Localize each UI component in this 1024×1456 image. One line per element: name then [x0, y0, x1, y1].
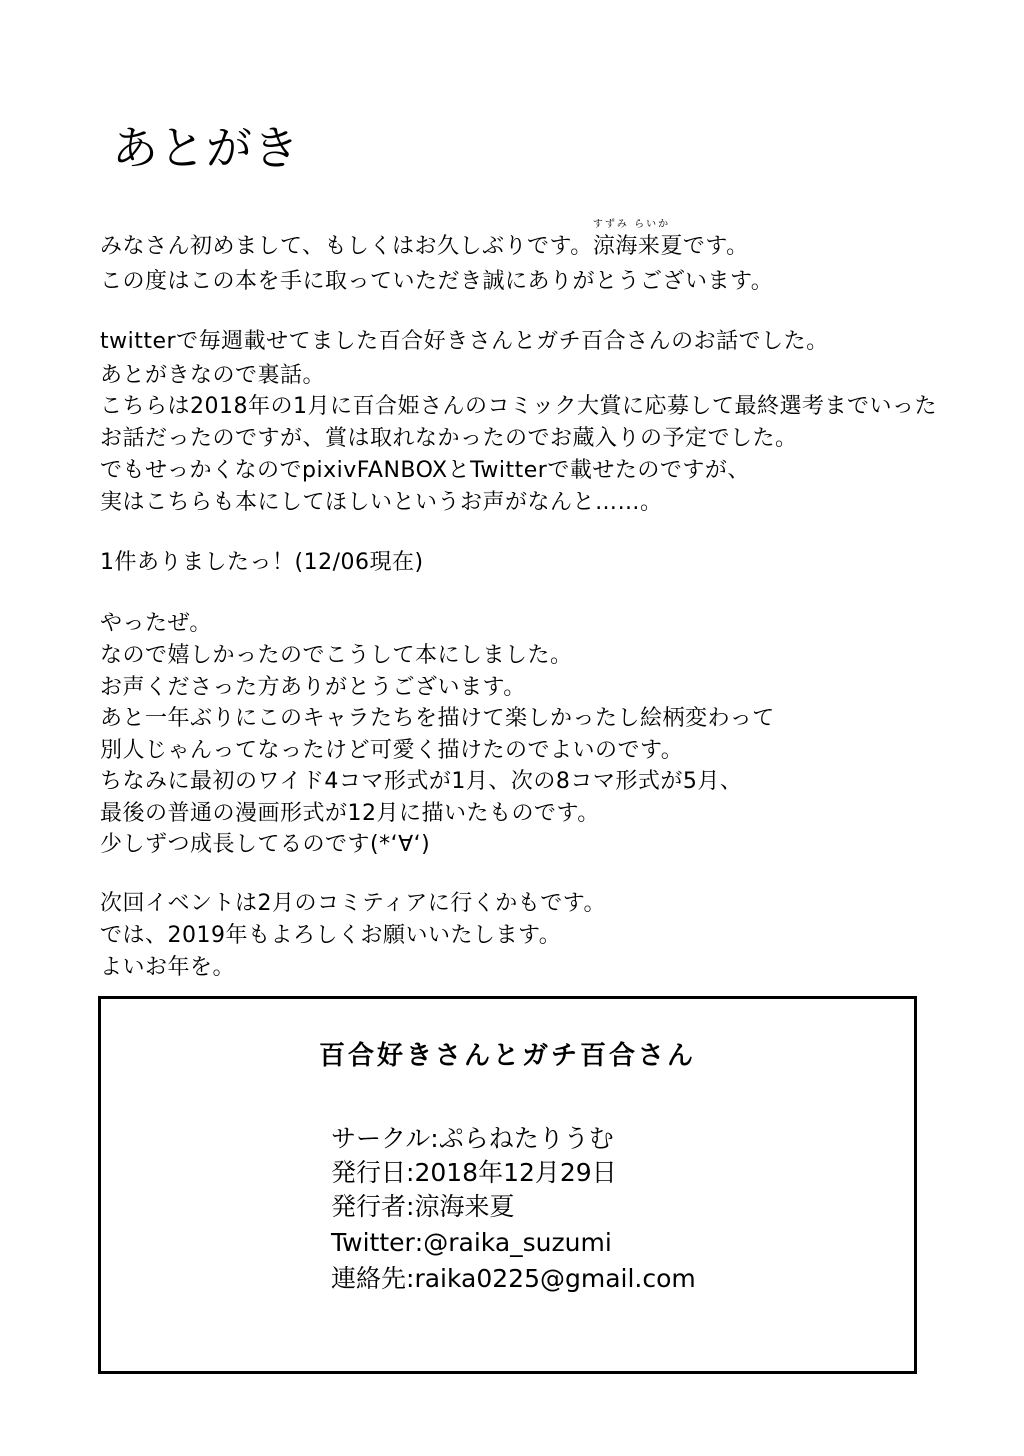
body-line-text: みなさん初めまして、もしくはお久しぶりです。: [100, 234, 593, 259]
body-line: なので嬉しかったのでこうして本にしました。: [100, 643, 573, 668]
body-line: やったぜ。: [100, 611, 212, 636]
twitter-handle: @raika_suzumi: [423, 1228, 612, 1257]
colophon-box: [98, 996, 917, 1374]
colophon-publisher-row: [331, 1191, 514, 1223]
circle-label: サークル: [331, 1124, 431, 1153]
body-line: [100, 219, 749, 261]
author-name-ruby: [592, 219, 683, 261]
publisher-value: 涼海来夏: [414, 1192, 515, 1221]
twitter-label: Twitter: [331, 1228, 415, 1257]
label-separator: :: [406, 1264, 415, 1293]
author-name: 涼海来夏: [592, 234, 683, 259]
body-line: あと一年ぶりにこのキャラたちを描けて楽しかったし絵柄変わって: [100, 706, 775, 731]
page-title: あとがき: [112, 121, 300, 175]
body-line: でもせっかくなのでpixivFANBOXとTwitterで載せたのですが、: [100, 458, 750, 483]
body-line: では、2019年もよろしくお願いいたします。: [100, 923, 562, 948]
label-separator: :: [406, 1192, 415, 1221]
date-value: 2018年12月29日: [414, 1158, 617, 1187]
colophon-contact-row: [331, 1263, 696, 1295]
body-line: 1件ありましたっ！(12/06現在): [100, 550, 424, 575]
publisher-label: 発行者: [331, 1192, 407, 1221]
colophon-date-row: [331, 1157, 617, 1189]
body-line: twitterで毎週載せてました百合好きさんとガチ百合さんのお話でした。: [100, 329, 829, 354]
contact-label: 連絡先: [331, 1264, 407, 1293]
body-line: ちなみに最初のワイド4コマ形式が1月、次の8コマ形式が5月、: [100, 769, 743, 794]
body-line: 少しずつ成長してるのです(*‘∀‘): [100, 832, 431, 857]
body-line: 最後の普通の漫画形式が12月に描いたものです。: [100, 801, 600, 826]
ruby-reading: すずみ らいか: [592, 219, 671, 230]
body-line: お話だったのですが、賞は取れなかったのでお蔵入りの予定でした。: [100, 426, 798, 451]
body-line: 実はこちらも本にしてほしいというお声がなんと……。: [100, 490, 663, 515]
body-line: お声くださった方ありがとうございます。: [100, 675, 526, 700]
label-separator: :: [430, 1124, 439, 1153]
body-line: この度はこの本を手に取っていただき誠にありがとうございます。: [100, 269, 774, 294]
date-label: 発行日: [331, 1158, 407, 1187]
contact-email: raika0225@gmail.com: [414, 1264, 696, 1293]
label-separator: :: [406, 1158, 415, 1187]
body-line: 別人じゃんってなったけど可愛く描けたのでよいのです。: [100, 738, 684, 763]
body-line: 次回イベントは2月のコミティアに行くかもです。: [100, 891, 606, 916]
circle-value: ぷらねたりうむ: [438, 1124, 614, 1153]
colophon-twitter-row: [331, 1227, 612, 1259]
body-line: こちらは2018年の1月に百合姫さんのコミック大賞に応募して最終選考までいった: [100, 394, 938, 419]
colophon-title: 百合好きさんとガチ百合さん: [318, 1041, 696, 1071]
body-line: あとがきなので裏話。: [100, 363, 326, 388]
body-line-text: です。: [682, 234, 749, 259]
body-line: よいお年を。: [100, 955, 236, 980]
label-separator: :: [414, 1228, 424, 1257]
colophon-circle-row: [331, 1123, 614, 1155]
